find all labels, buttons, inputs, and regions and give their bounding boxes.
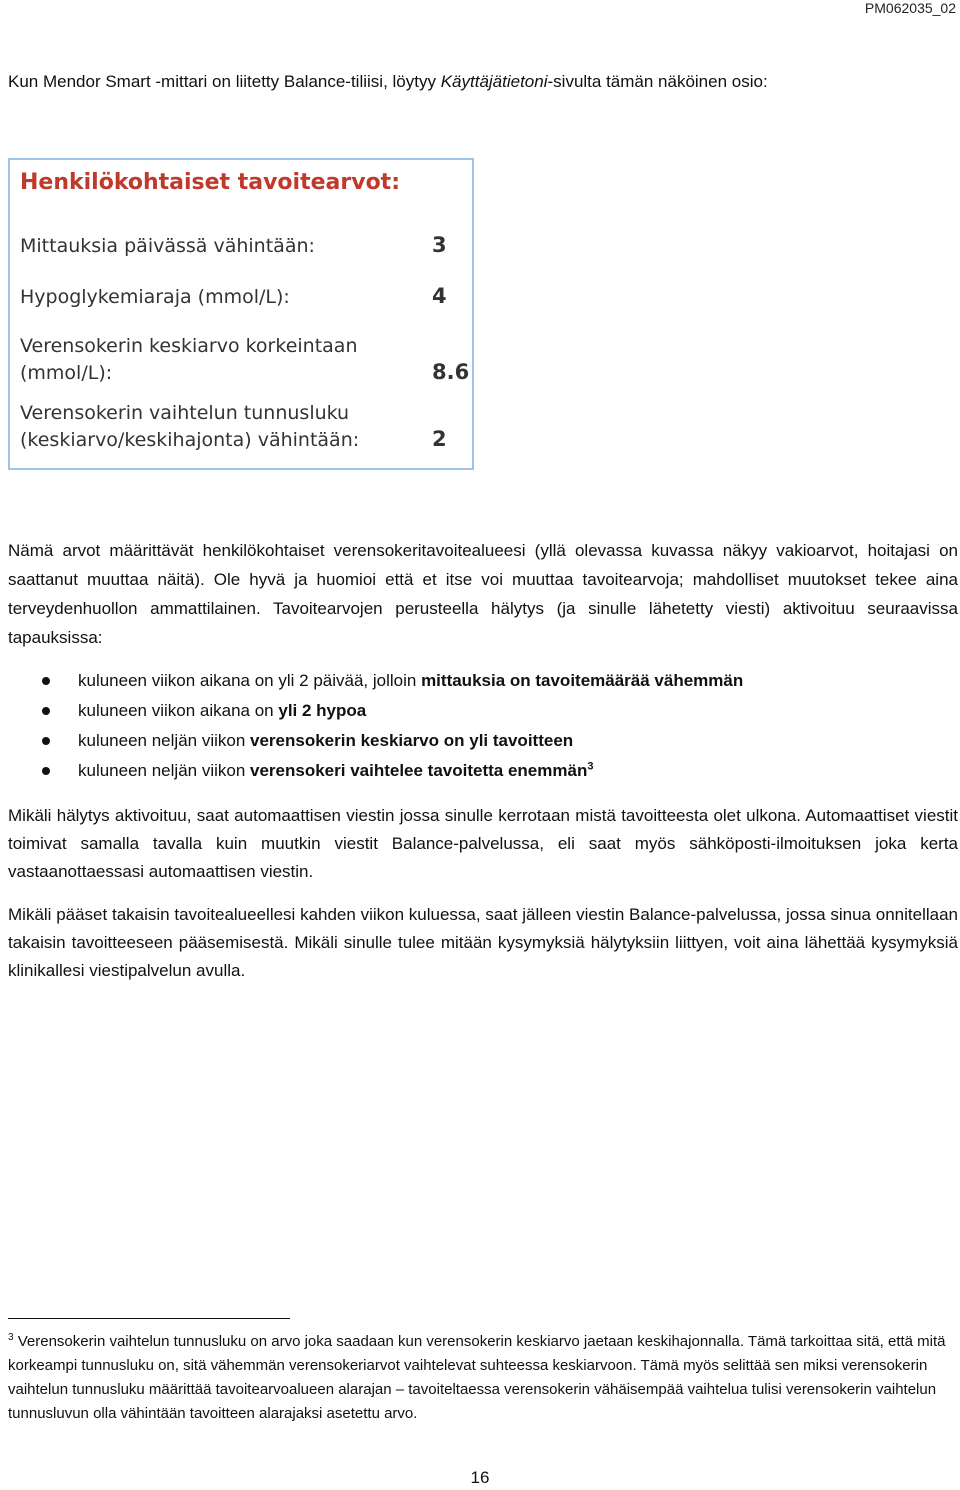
target-value: 2 <box>432 427 447 451</box>
footnote-marker: 3 <box>8 1332 14 1343</box>
alert-text: kuluneen neljän viikon <box>78 731 251 750</box>
list-item <box>8 756 948 786</box>
alert-text: kuluneen viikon aikana on yli 2 päivää, jolloin <box>78 671 422 690</box>
targets-title: Henkilökohtaiset tavoitearvot: <box>20 170 400 195</box>
list-item <box>8 666 948 696</box>
target-label: Verensokerin vaihtelun tunnusluku (keskiarvo/keskihajonta) vähintään: <box>20 402 360 451</box>
alert-conditions-list <box>8 666 948 786</box>
target-label: Mittauksia päivässä vähintään: <box>20 235 315 257</box>
bullet-icon <box>42 767 50 775</box>
bullet-icon <box>42 707 50 715</box>
list-item <box>8 726 948 756</box>
intro-paragraph <box>8 68 958 96</box>
bullet-icon <box>42 677 50 685</box>
target-label: Hypoglykemiaraja (mmol/L): <box>20 286 290 308</box>
alert-bold-text: verensokeri vaihtelee tavoitetta enemmän <box>250 761 588 780</box>
target-value: 8.6 <box>432 360 470 384</box>
alert-bold-text: verensokerin keskiarvo on yli tavoitteen <box>250 731 574 750</box>
intro-text-after: -sivulta tämän näköinen osio: <box>547 72 768 91</box>
alert-text: kuluneen neljän viikon <box>78 761 251 780</box>
footnote-text: Verensokerin vaihtelun tunnusluku on arvo joka saadaan kun verensokerin keskiarvo jaetaan keskihajonnalla. Tämä tarkoittaa sitä, että mitä korkeampi tunnusluku on, sitä vähemmän verensokeriarvot vaihtelevat suhteessa keskiarvoon. Tämä myös selittää sen miksi verensokerin vaihtelun tunnusluku määrittää tavoitearvoalueen alarajan – tavoiteltaessa verensokerin vähäisempää vaihtelua tulisi verensokerin vaihtelun tunnusluvun olla vähintään tavoitteen alarajaksi asetettu arvo. <box>8 1333 946 1422</box>
footnote <box>8 1330 958 1426</box>
footnote-reference: 3 <box>587 760 594 773</box>
list-item <box>8 696 948 726</box>
target-value: 4 <box>432 284 447 308</box>
personal-targets-screenshot <box>8 158 474 470</box>
alert-bold-text: yli 2 hypoa <box>278 701 367 720</box>
intro-italic-link-name: Käyttäjätietoni <box>440 72 548 91</box>
explanation-paragraph: Nämä arvot määrittävät henkilökohtaiset verensokeritavoitealueesi (yllä olevassa kuvassa näkyy vakioarvot, hoitajasi on saattanut muuttaa näitä). Ole hyvä ja huomioi että et itse voi muuttaa tavoitearvoja; mahdolliset muutokset tekee aina terveydenhuollon ammattilainen. Tavoitearvojen perusteella hälytys (ja sinulle lähetetty viesti) aktivoituu seuraavissa tapauksissa: <box>8 541 958 647</box>
alert-text: kuluneen viikon aikana on <box>78 701 279 720</box>
page-number: 16 <box>470 1468 490 1487</box>
alert-bold-text: mittauksia on tavoitemäärää vähemmän <box>421 671 744 690</box>
return-to-target-paragraph: Mikäli pääset takaisin tavoitealueellesi kahden viikon kuluessa, saat jälleen viestin Balance-palvelussa, jossa sinua onnitellaan takaisin tavoitteeseen pääsemisestä. Mikäli sinulle tulee mitään kysymyksiä hälytyksiin liittyen, voit aina lähettää kysymyksiä klinikallesi viestipalvelun avulla. <box>8 905 958 980</box>
document-id: PM062035_02 <box>864 0 956 16</box>
bullet-icon <box>42 737 50 745</box>
footnote-divider <box>8 1318 290 1319</box>
target-label: Verensokerin keskiarvo korkeintaan (mmol/L): <box>20 335 358 384</box>
target-value: 3 <box>432 233 447 257</box>
alert-message-paragraph: Mikäli hälytys aktivoituu, saat automaattisen viestin jossa sinulle kerrotaan mistä tavoitteesta olet ulkona. Automaattiset viestit toimivat samalla tavalla kuin muutkin viestit Balance-palvelussa, eli saat myös sähköposti-ilmoituksen joka kerta vastaanottaessasi automaattisen viestin. <box>8 806 958 881</box>
intro-text-before: Kun Mendor Smart -mittari on liitetty Balance-tiliisi, löytyy <box>8 72 441 91</box>
